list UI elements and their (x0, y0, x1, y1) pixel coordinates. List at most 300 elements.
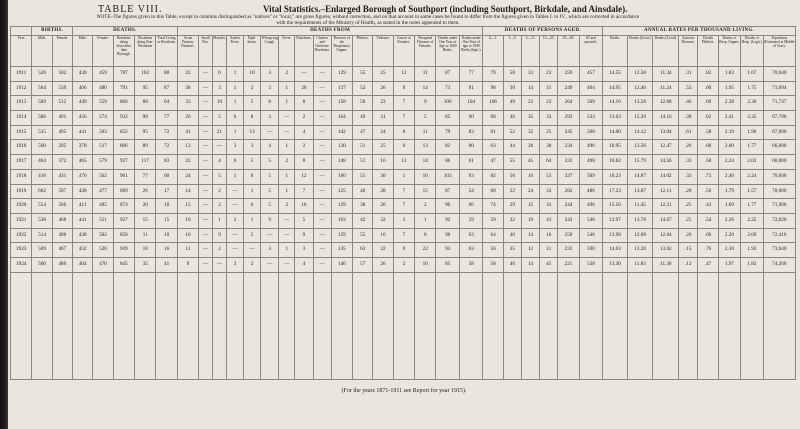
data-cell: 432 (73, 243, 93, 258)
column-header: Small Pox. (199, 36, 213, 67)
note-line-1: NOTE–The figures given in this Table, except in columns distinguished as "natives" or "local," are gross figures, without correction, and on that account in some cases be found to differ from the figures given in Tables I. to IV., which are corrected in accordance (96, 14, 640, 20)
data-cell: 35 (503, 243, 521, 258)
data-cell: — (261, 125, 279, 140)
data-cell: 858 (113, 228, 134, 243)
data-cell: 2.36 (741, 96, 763, 111)
data-cell: 456 (73, 111, 93, 126)
data-cell: 3 (226, 257, 243, 272)
data-cell: 2.10 (718, 243, 740, 258)
column-header: Zymotic Diseases. (679, 36, 698, 67)
column-header: Deaths under One Year of age to 1000 Births (legit.). (459, 36, 483, 67)
data-cell: 562 (93, 169, 113, 184)
data-cell: 464 (32, 155, 52, 170)
data-cell: 135 (331, 243, 352, 258)
data-cell: 63 (483, 140, 503, 155)
data-cell: 13 (393, 155, 414, 170)
data-cell: 11.45 (627, 199, 653, 214)
data-cell: 9 (177, 257, 198, 272)
data-cell: — (279, 257, 295, 272)
data-cell: 337 (558, 169, 579, 184)
data-cell: 9 (295, 228, 313, 243)
data-cell: 5 (415, 111, 436, 126)
data-cell: — (313, 228, 331, 243)
data-cell: 53 (540, 169, 558, 184)
births-group-header: BIRTHS. (32, 27, 73, 36)
table-row (11, 67, 796, 82)
data-cell: 51 (353, 155, 373, 170)
column-header: Male. (32, 36, 52, 67)
data-cell: 3 (244, 140, 261, 155)
data-cell: 49 (353, 111, 373, 126)
note-line-2: with the requirements of the Ministry of Health, as stated in the notes appended to them. (276, 20, 460, 27)
empty-cell (521, 272, 539, 379)
data-cell: 395 (52, 140, 72, 155)
data-cell: .82 (698, 67, 718, 82)
year-cell: 1923 (11, 243, 32, 258)
data-cell: 554 (32, 199, 52, 214)
column-header: Diseases of the Respiratory Organs. (331, 36, 352, 67)
data-cell: 12.58 (627, 67, 653, 82)
data-cell: 95 (135, 125, 156, 140)
column-header: 0—1. (483, 36, 503, 67)
data-cell: 7 (393, 199, 414, 214)
data-cell: 50 (353, 96, 373, 111)
empty-cell (279, 272, 295, 379)
data-cell: 96 (436, 199, 460, 214)
data-cell: 23 (521, 96, 539, 111)
data-cell: 3 (261, 81, 279, 96)
empty-cell (93, 272, 113, 379)
data-cell: — (313, 184, 331, 199)
data-cell: 1.83 (718, 67, 740, 82)
data-cell: 3 (261, 67, 279, 82)
data-cell: 2 (244, 257, 261, 272)
data-cell: 12.84 (653, 228, 679, 243)
data-cell: 23 (540, 96, 558, 111)
data-cell: 491 (52, 111, 72, 126)
data-cell: 10 (213, 96, 227, 111)
footnote: (For the years 1871-1911 see Report for year 1915). (341, 388, 467, 394)
data-cell: 889 (113, 184, 134, 199)
data-cell: — (199, 125, 213, 140)
data-cell: 2.40 (718, 169, 740, 184)
data-cell: 2 (213, 243, 227, 258)
data-cell: 2.38 (718, 96, 740, 111)
data-cell: — (199, 213, 213, 228)
data-cell: 47 (483, 155, 503, 170)
data-cell: 79 (483, 67, 503, 82)
data-cell: 1 (244, 213, 261, 228)
data-cell: — (226, 228, 243, 243)
data-cell: 378 (73, 140, 93, 155)
data-cell: 2 (393, 257, 414, 272)
data-cell: 13.20 (627, 243, 653, 258)
empty-cell (763, 272, 795, 379)
data-cell: 26 (373, 81, 393, 96)
data-cell: 1.57 (741, 184, 763, 199)
data-cell: 244 (558, 199, 579, 214)
year-cell: 1924 (11, 257, 32, 272)
column-header: Diarrhoea. (295, 36, 313, 67)
data-cell: — (313, 155, 331, 170)
year-cell: 1911 (11, 67, 32, 82)
data-cell: 538 (579, 257, 603, 272)
data-cell: 41 (177, 125, 198, 140)
data-cell: 83 (459, 125, 483, 140)
data-cell: 566 (52, 199, 72, 214)
data-cell: 22 (177, 67, 198, 82)
data-cell: 13.58 (627, 96, 653, 111)
year-cell: 1916 (11, 140, 32, 155)
empty-cell (11, 272, 32, 379)
column-header: Scarlet Fever. (226, 36, 243, 67)
data-cell: 66 (459, 199, 483, 214)
data-cell: 2 (279, 67, 295, 82)
data-cell: 874 (113, 199, 134, 214)
empty-cell (653, 272, 679, 379)
data-cell: 1 (226, 67, 243, 82)
data-cell: 13.78 (627, 213, 653, 228)
data-cell: — (313, 257, 331, 272)
data-cell: 9 (393, 243, 414, 258)
data-cell: .26 (679, 228, 698, 243)
column-header: 1—5. (503, 36, 521, 67)
data-cell: 5 (261, 184, 279, 199)
table-row (11, 169, 796, 184)
data-cell: 502 (93, 228, 113, 243)
data-cell: 11.30 (653, 257, 679, 272)
year-cell: 1922 (11, 228, 32, 243)
data-cell: 15 (521, 199, 539, 214)
data-cell: — (199, 140, 213, 155)
empty-cell (579, 272, 603, 379)
data-cell: 1 (279, 81, 295, 96)
data-cell: 103 (436, 169, 460, 184)
table-note (18, 14, 718, 26)
data-cell: 73 (436, 81, 460, 96)
empty-cell (503, 272, 521, 379)
data-cell: 19 (521, 213, 539, 228)
data-cell: 72 (156, 140, 177, 155)
data-cell: 404 (73, 257, 93, 272)
empty-cell (226, 272, 243, 379)
data-cell: 1.95 (718, 81, 740, 96)
data-cell: 20 (135, 199, 156, 214)
empty-cell (459, 272, 483, 379)
data-cell: 477 (93, 184, 113, 199)
data-cell: 148 (331, 155, 352, 170)
column-header: Deaths under One Year of Age to 1000 Births. (436, 36, 460, 67)
data-cell: .61 (679, 125, 698, 140)
column-header: 15—25. (540, 36, 558, 67)
data-cell: 2 (415, 199, 436, 214)
table-row (11, 213, 796, 228)
empty-cell (603, 272, 628, 379)
data-cell: — (199, 81, 213, 96)
data-cell: 10 (244, 67, 261, 82)
data-cell: 17.23 (603, 184, 628, 199)
year-cell: 1912 (11, 81, 32, 96)
column-header: Births. (603, 36, 628, 67)
data-cell: 14 (521, 257, 539, 272)
data-cell: — (199, 169, 213, 184)
data-cell: 80 (459, 140, 483, 155)
data-cell: 7 (295, 184, 313, 199)
data-cell: 5 (261, 155, 279, 170)
empty-cell (436, 272, 460, 379)
data-cell: 8 (295, 96, 313, 111)
data-cell: 87 (156, 81, 177, 96)
data-cell: 31 (540, 199, 558, 214)
data-cell: 13.63 (603, 111, 628, 126)
data-cell: — (313, 96, 331, 111)
data-cell: 35 (521, 111, 539, 126)
data-cell: 866 (113, 96, 134, 111)
empty-cell (295, 272, 313, 379)
data-cell: 16 (373, 155, 393, 170)
data-cell: 2.26 (718, 213, 740, 228)
data-cell: 32 (521, 125, 539, 140)
column-header: Violence. (373, 36, 393, 67)
data-cell: 2 (226, 213, 243, 228)
data-cell: 14.02 (653, 169, 679, 184)
data-cell: — (295, 67, 313, 82)
data-cell: 89 (135, 140, 156, 155)
data-cell: 243 (558, 213, 579, 228)
empty-row (11, 272, 796, 379)
data-cell: 293 (558, 111, 579, 126)
data-cell: 1 (393, 169, 414, 184)
data-cell: 13.98 (603, 228, 628, 243)
data-cell: 9 (213, 228, 227, 243)
data-cell: 13 (415, 140, 436, 155)
data-cell: 24 (521, 184, 539, 199)
data-cell: 495 (52, 125, 72, 140)
data-cell: 5 (295, 213, 313, 228)
year-cell: 1918 (11, 169, 32, 184)
data-cell: — (313, 81, 331, 96)
empty-cell (113, 272, 134, 379)
data-cell: 14.55 (603, 67, 628, 82)
data-cell: 158 (331, 96, 352, 111)
data-cell: 23 (373, 96, 393, 111)
data-cell: 33 (177, 96, 198, 111)
data-cell: 91 (459, 81, 483, 96)
table-row (11, 96, 796, 111)
data-cell: 52 (353, 81, 373, 96)
ages-group-header: DEATHS OF PERSONS AGED. (483, 27, 603, 36)
data-cell: — (313, 140, 331, 155)
column-header: Deaths (Local). (653, 36, 679, 67)
data-cell: 129 (331, 67, 352, 82)
data-cell: 142 (331, 125, 352, 140)
data-cell: 32 (373, 243, 393, 258)
data-cell: 1.67 (741, 67, 763, 82)
data-cell: 13.02 (653, 243, 679, 258)
data-cell: 31 (540, 81, 558, 96)
year-cell: 1917 (11, 155, 32, 170)
year-cell: 1915 (11, 125, 32, 140)
data-cell: 106 (483, 96, 503, 111)
data-cell: 509 (579, 169, 603, 184)
data-cell: 16 (540, 228, 558, 243)
empty-cell (73, 272, 93, 379)
data-cell: 70,640 (763, 67, 795, 82)
data-cell: — (226, 199, 243, 214)
data-cell: 28 (373, 184, 393, 199)
data-cell: 2 (279, 199, 295, 214)
data-cell: 787 (113, 67, 134, 82)
data-cell: 49 (503, 96, 521, 111)
data-cell: 22 (503, 184, 521, 199)
table-body (11, 67, 796, 380)
data-cell: 130 (331, 140, 352, 155)
data-cell: 15 (177, 199, 198, 214)
data-cell: 137 (331, 81, 352, 96)
data-cell: 468 (52, 213, 72, 228)
data-cell: 1.77 (741, 140, 763, 155)
data-cell: 15 (156, 213, 177, 228)
data-cell: 21 (213, 125, 227, 140)
data-cell: 1 (279, 243, 295, 258)
report-page (8, 0, 800, 429)
data-cell: 15.79 (627, 155, 653, 170)
data-cell: 16 (521, 169, 539, 184)
data-cell: 662 (32, 184, 52, 199)
column-header: Deaths Phthisis. (698, 36, 718, 67)
data-cell: 14 (415, 81, 436, 96)
data-cell: 86 (436, 155, 460, 170)
data-cell: 26 (373, 257, 393, 272)
table-number: TABLE VIII. (98, 4, 163, 15)
data-cell: 4 (213, 155, 227, 170)
data-cell: — (313, 169, 331, 184)
data-cell: 10.82 (603, 155, 628, 170)
data-cell: 586 (32, 111, 52, 126)
data-cell: 23 (540, 67, 558, 82)
data-cell: 852 (113, 125, 134, 140)
deaths-from-group-header: DEATHS FROM (177, 27, 483, 36)
data-cell: — (226, 184, 243, 199)
data-cell: 13.56 (627, 140, 653, 155)
data-cell: 1.96 (741, 125, 763, 140)
data-cell: — (279, 228, 295, 243)
empty-cell (32, 272, 52, 379)
data-cell: 71,747 (763, 96, 795, 111)
data-cell: 485 (93, 199, 113, 214)
data-cell: 4 (295, 257, 313, 272)
data-cell: — (199, 67, 213, 82)
data-cell: 22 (177, 155, 198, 170)
data-cell: 14 (521, 81, 539, 96)
data-cell: 64 (156, 96, 177, 111)
data-cell: 13.97 (603, 213, 628, 228)
empty-cell (177, 272, 198, 379)
data-cell: — (279, 213, 295, 228)
data-cell: 98 (436, 228, 460, 243)
column-header: Cancer of Females. (393, 36, 414, 67)
table-row (11, 257, 796, 272)
data-cell: 33 (540, 111, 558, 126)
data-cell: 25 (373, 140, 393, 155)
data-cell: 77 (156, 111, 177, 126)
empty-cell (313, 272, 331, 379)
data-cell: 6 (393, 140, 414, 155)
data-cell: 30 (373, 169, 393, 184)
data-cell: 59 (459, 213, 483, 228)
data-cell: 14.67 (653, 213, 679, 228)
data-cell: 13.07 (627, 184, 653, 199)
data-cell: 927 (113, 155, 134, 170)
data-cell: 85 (436, 257, 460, 272)
data-cell: 12.21 (653, 199, 679, 214)
data-cell: 4 (295, 125, 313, 140)
table-row (11, 155, 796, 170)
data-cell: 46 (353, 184, 373, 199)
data-cell: 81 (483, 125, 503, 140)
data-cell: .53 (679, 81, 698, 96)
column-header: Deaths (Gross). (627, 36, 653, 67)
data-cell: 15.20 (627, 111, 653, 126)
data-cell: 7 (393, 111, 414, 126)
data-cell: — (199, 199, 213, 214)
table-row (11, 199, 796, 214)
data-cell: 100 (436, 96, 460, 111)
data-cell: 63 (459, 243, 483, 258)
data-cell: 498 (52, 228, 72, 243)
data-cell: 13 (244, 125, 261, 140)
data-cell: 10 (156, 228, 177, 243)
data-cell: .12 (679, 257, 698, 272)
data-cell: — (199, 257, 213, 272)
data-cell: 1 (226, 96, 243, 111)
data-cell: — (199, 184, 213, 199)
data-cell: 32 (503, 213, 521, 228)
data-cell: 449 (73, 96, 93, 111)
data-cell: 2 (244, 81, 261, 96)
data-cell: 1 (226, 169, 243, 184)
data-cell: 2.25 (741, 213, 763, 228)
data-cell: 3 (295, 243, 313, 258)
column-header-row (11, 36, 796, 67)
data-cell: 9 (393, 81, 414, 96)
data-cell: 234 (558, 140, 579, 155)
data-cell: 8 (393, 125, 414, 140)
data-cell: .68 (698, 140, 718, 155)
data-cell: 41 (156, 257, 177, 272)
data-cell: 15 (415, 184, 436, 199)
data-cell: 31 (540, 243, 558, 258)
column-header: Residents dying Non-Residents (135, 36, 156, 67)
data-cell: 411 (73, 199, 93, 214)
data-cell: 16 (156, 243, 177, 258)
data-cell: 8 (295, 155, 313, 170)
data-cell: 465 (73, 155, 93, 170)
data-cell: 54 (459, 184, 483, 199)
data-cell: .20 (679, 184, 698, 199)
column-header: Diph-theria. (244, 36, 261, 67)
data-cell: 590 (579, 243, 603, 258)
data-cell: 44 (503, 140, 521, 155)
data-cell: 72 (156, 125, 177, 140)
data-cell: 11 (135, 228, 156, 243)
data-cell: 5 (213, 111, 227, 126)
year-cell: 1914 (11, 111, 32, 126)
data-cell: 95 (135, 81, 156, 96)
data-cell: 514 (32, 228, 52, 243)
data-cell: 1.79 (718, 184, 740, 199)
data-cell: 12 (393, 67, 414, 82)
